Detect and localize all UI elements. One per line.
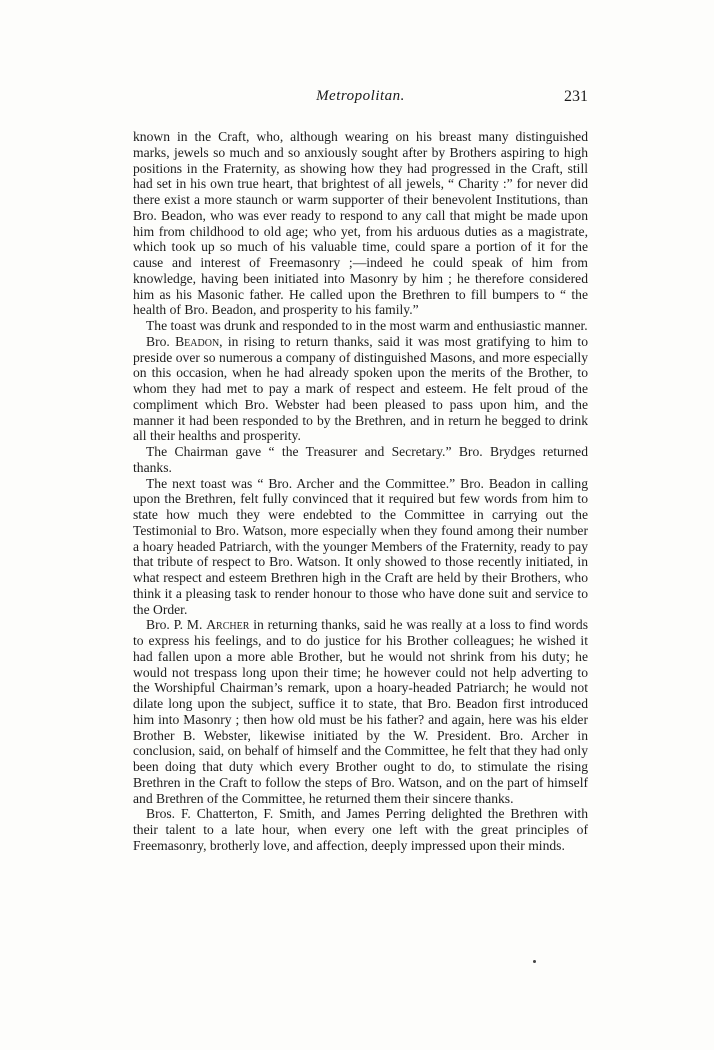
paragraph-closing xyxy=(133,806,588,853)
paragraph-continuation xyxy=(133,129,588,318)
paragraph-text: The next toast was “ Bro. Archer and the Committee.” Bro. Beadon in calling upon the Brethren, felt fully convinced that it required but few words from him to state how much they were endebted to the Committee in carrying out the Testimonial to Bro. Watson, more especially when they found among their number a hoary headed Patriarch, with the younger Members of the Fraternity, ready to pay that tribute of respect to Bro. Watson. It only showed to those recently initiated, in what respect and esteem Brethren high in the Craft are held by their Brothers, who think it a pleasing task to render honour to those who have done suit and service to the Order. xyxy=(133,475,588,617)
paragraph-lead: Bro. P. M. xyxy=(146,617,207,633)
paragraph-beadon-thanks xyxy=(133,334,588,444)
page-number: 231 xyxy=(564,88,588,105)
running-title: Metropolitan. xyxy=(316,88,405,104)
paragraph-toast-response xyxy=(133,318,588,334)
body-text xyxy=(133,129,588,854)
paragraph-treasurer-toast xyxy=(133,444,588,476)
paragraph-text: The Chairman gave “ the Treasurer and Secretary.” Bro. Brydges returned thanks. xyxy=(133,444,588,475)
paragraph-archer-thanks xyxy=(133,617,588,806)
speaker-name: Archer xyxy=(206,617,250,633)
running-head xyxy=(133,88,588,110)
paragraph-text: The toast was drunk and responded to in the most warm and enthusiastic manner. xyxy=(146,318,588,333)
paragraph-text: known in the Craft, who, although wearing on his breast many distinguished marks, jewels so much and so anxiously sought after by Brothers aspiring to high positions in the Fraternity, as showing how they had progressed in the Craft, still had set in his own true heart, that brightest of all jewels, “ Charity :” for never did there exist a more staunch or warm supporter of their benevolent Institutions, than Bro. Beadon, who was ever ready to respond to any call that might be made upon him from childhood to old age; who yet, from his arduous duties as a magistrate, which took up so much of his valuable time, could spare a portion of it for the cause and interest of Freemasonry ;—indeed he could speak of him from knowledge, having been initiated into Masonry by him ; he therefore considered him as his Masonic father. He called upon the Brethren to fill bumpers to “ the health of Bro. Beadon, and prosperity to his family.” xyxy=(133,129,588,318)
paragraph-text: Bros. F. Chatterton, F. Smith, and James Perring delighted the Brethren with their talent to a late hour, when every one left with the great principles of Freemasonry, brotherly love, and affection, deeply impressed upon their minds. xyxy=(133,806,588,853)
closing-dot xyxy=(533,960,536,963)
paragraph-text: in returning thanks, said he was really at a loss to find words to express his feelings, and to do justice for his Brother colleagues; he wished it had fallen upon a more able Brother, but he would not shrink from his duty; he would not trespass long upon their time; he however could not help adverting to the Worshipful Chairman’s remark, upon a hoary-headed Patriarch; he would not dilate long upon the subject, suffice it to state, that Bro. Beadon first introduced him into Masonry ; then how old must be his father? and again, here was his elder Brother B. Webster, likewise initiated by the W. President. Bro. Archer in conclusion, said, on behalf of himself and the Committee, he felt that they had only been doing that duty which every Brother ought to do, to stimulate the rising Brethren in the Craft to follow the steps of Bro. Watson, and on the part of himself and Brethren of the Committee, he returned them their sincere thanks. xyxy=(133,617,589,806)
paragraph-text: , in rising to return thanks, said it was most gratifying to him to preside over so numerous a company of distinguished Masons, and more especially on this occasion, when he had already spoken upon the merits of the Brother, to whom they had met to pay a mark of respect and esteem. He felt proud of the compliment which Bro. Webster had been pleased to pass upon him, and the manner it had been responded to by the Brethren, and in return he begged to drink all their healths and prosperity. xyxy=(133,333,589,444)
speaker-name: Beadon xyxy=(175,333,220,349)
paragraph-committee-toast xyxy=(133,476,588,618)
paragraph-lead: Bro. xyxy=(146,333,176,349)
